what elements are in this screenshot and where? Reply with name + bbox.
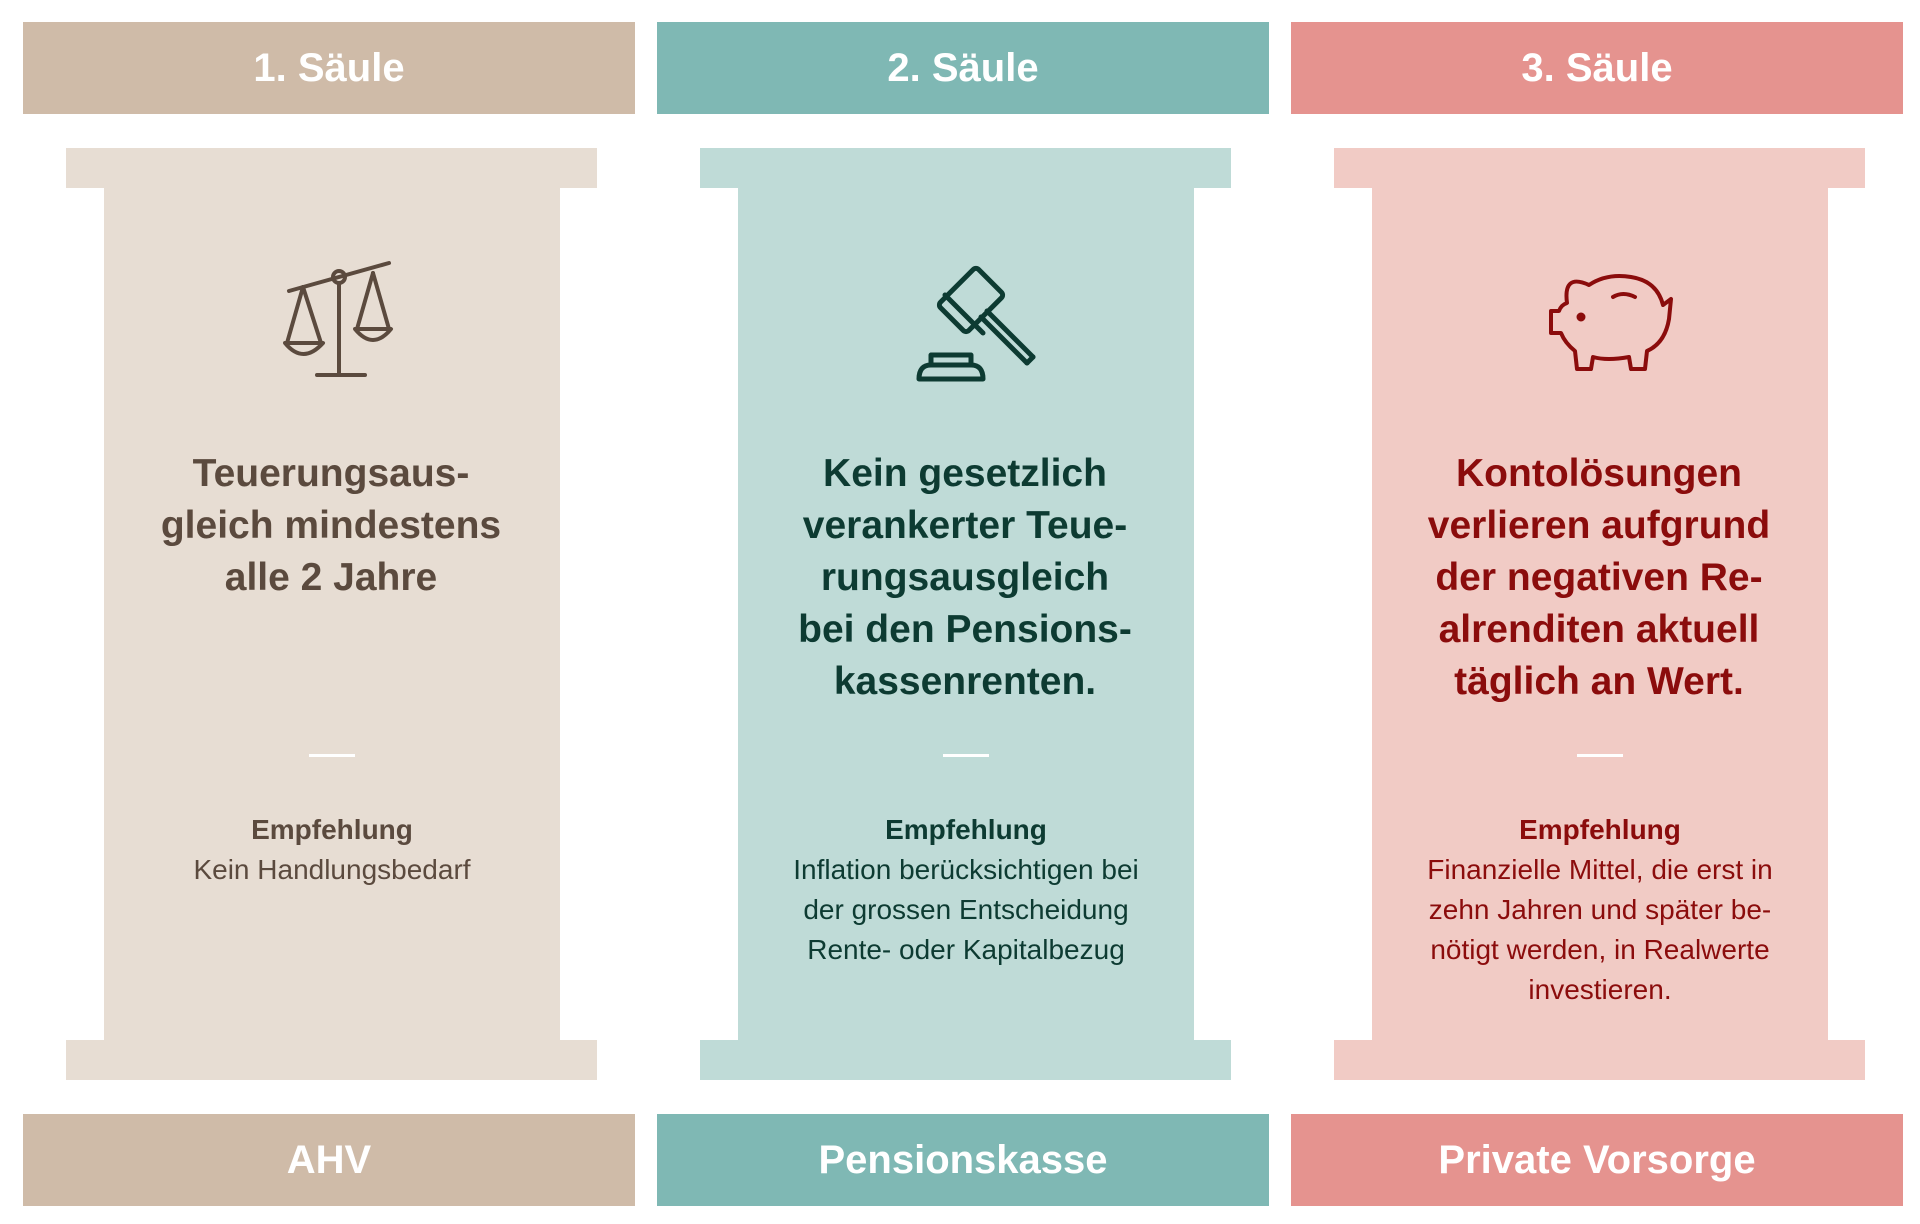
gavel-icon (911, 247, 1039, 397)
pillar-statement: Teuerungsaus- gleich mindestens alle 2 Jahre (160, 452, 502, 599)
pillar-header: 3. Säule (1291, 22, 1903, 114)
pillar-capital (700, 148, 1231, 188)
pillar-capital (1334, 148, 1865, 188)
piggy-bank-icon (1545, 247, 1673, 397)
pillar-3 (1291, 0, 1903, 1224)
recommendation-text: Kein Handlungsbedarf (193, 854, 471, 885)
pillar-statement: Kein gesetzlich verankerter Teue- rungsausgleich bei den Pensions- kassenrenten. (798, 452, 1132, 703)
pillar-capital (66, 148, 597, 188)
pillar-base (700, 1040, 1231, 1080)
pillar-header: 1. Säule (23, 22, 635, 114)
recommendation-text: Inflation berücksichtigen bei der grossen Entscheidung Rente- oder Kapitalbezug (793, 854, 1139, 965)
recommendation-title: Empfehlung (1519, 814, 1681, 845)
pillar-base (1334, 1040, 1865, 1080)
recommendation-title: Empfehlung (885, 814, 1047, 845)
pillar-statement: Kontolösungen verlieren aufgrund der negativen Re- alrenditen aktuell täglich an Wert. (1427, 452, 1771, 703)
divider (1577, 754, 1623, 757)
divider (309, 754, 355, 757)
recommendation-text: Finanzielle Mittel, die erst in zehn Jahren und später be- nötigt werden, in Realwerte investieren. (1427, 854, 1773, 1005)
scales-icon (277, 247, 405, 397)
pillar-1 (23, 0, 635, 1224)
pillar-2 (657, 0, 1269, 1224)
recommendation-title: Empfehlung (251, 814, 413, 845)
pillar-base (66, 1040, 597, 1080)
divider (943, 754, 989, 757)
pillar-footer: AHV (23, 1114, 635, 1206)
pillar-header: 2. Säule (657, 22, 1269, 114)
pillar-footer: Private Vorsorge (1291, 1114, 1903, 1206)
pillar-footer: Pensionskasse (657, 1114, 1269, 1206)
